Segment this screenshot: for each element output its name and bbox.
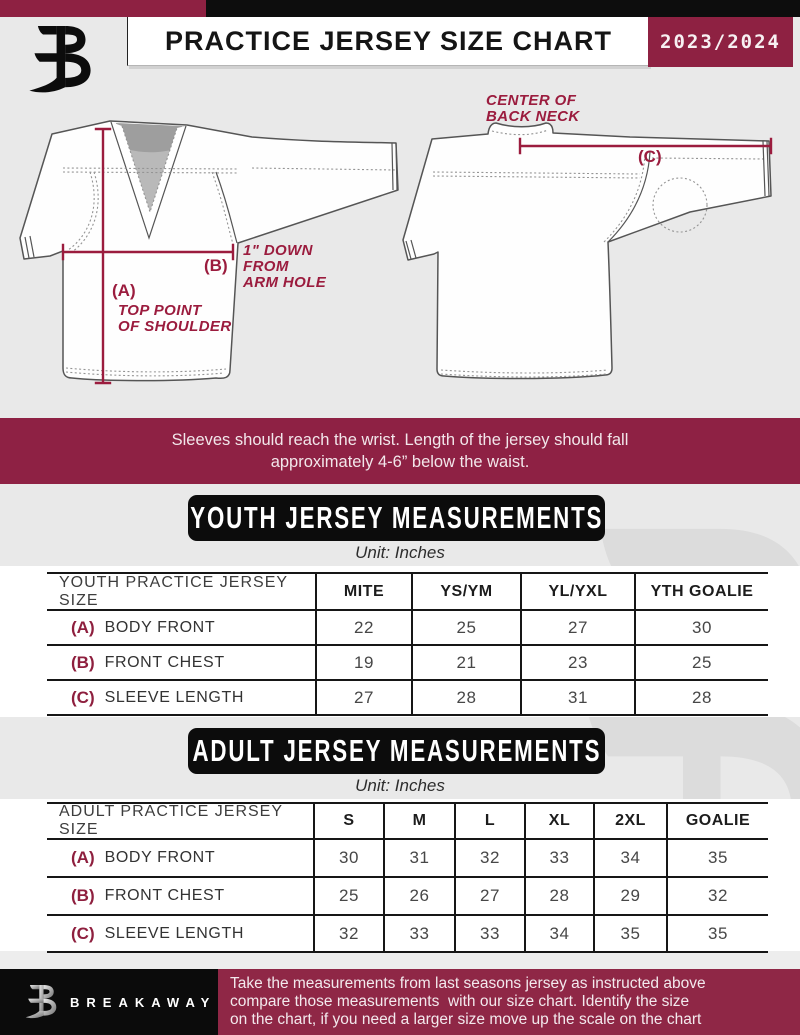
- measure-tag-a: (A): [71, 848, 95, 867]
- table-cell: 19: [317, 646, 413, 681]
- adult-col-l: L: [456, 804, 526, 840]
- table-cell: 27: [456, 878, 526, 916]
- label-a-line2: OF SHOULDER: [118, 318, 232, 335]
- measure-label-c: SLEEVE LENGTH: [104, 688, 245, 706]
- adult-size-table: [47, 802, 768, 953]
- label-b-line2: FROM: [243, 258, 289, 275]
- table-cell: 21: [413, 646, 522, 681]
- season-label: 2023/2024: [660, 31, 781, 53]
- youth-row-c-label: [47, 681, 317, 716]
- adult-col-xl: XL: [526, 804, 595, 840]
- measure-label-a: BODY FRONT: [104, 618, 216, 636]
- measure-label-b: FRONT CHEST: [104, 653, 225, 671]
- table-cell: 31: [385, 840, 456, 878]
- table-cell: 28: [636, 681, 768, 716]
- table-cell: 34: [595, 840, 668, 878]
- page-title: PRACTICE JERSEY SIZE CHART: [164, 25, 613, 56]
- label-b-line3: ARM HOLE: [243, 274, 327, 291]
- measure-tag-a: (A): [71, 617, 95, 637]
- table-cell: 29: [595, 878, 668, 916]
- adult-col-2xl: 2XL: [595, 804, 668, 840]
- fit-note-banner: [0, 418, 800, 484]
- table-cell: 35: [595, 916, 668, 953]
- youth-row-b-label: [47, 646, 317, 681]
- table-cell: 32: [456, 840, 526, 878]
- pre-footer-strip: [0, 951, 800, 969]
- measure-tag-b: (B): [71, 886, 95, 905]
- table-cell: 26: [385, 878, 456, 916]
- table-cell: 35: [668, 840, 768, 878]
- label-a-tag: (A): [112, 281, 136, 300]
- measure-label-a: BODY FRONT: [104, 849, 216, 866]
- table-cell: 25: [413, 611, 522, 646]
- label-c-line2: BACK NECK: [486, 108, 580, 125]
- table-cell: 31: [522, 681, 636, 716]
- measure-label-c: SLEEVE LENGTH: [104, 924, 245, 942]
- footer-brand-block: [0, 969, 218, 1035]
- measure-label-b: FRONT CHEST: [104, 887, 225, 904]
- top-accent-bar-black: [206, 0, 800, 17]
- footer-instructions: [218, 969, 800, 1035]
- youth-col-ylyxl: YL/YXL: [522, 574, 636, 611]
- table-cell: 34: [526, 916, 595, 953]
- adult-section-heading: ADULT JERSEY MEASUREMENTS: [192, 733, 601, 768]
- season-badge: [648, 17, 793, 67]
- table-cell: 23: [522, 646, 636, 681]
- table-cell: 30: [315, 840, 385, 878]
- youth-unit-label: Unit: Inches: [355, 543, 445, 562]
- table-cell: 27: [522, 611, 636, 646]
- jersey-measurement-diagram: [0, 66, 800, 418]
- title-banner: [127, 17, 649, 66]
- footer-brand-name: BREAKAWAY: [70, 994, 217, 1010]
- measure-tag-c: (C): [71, 923, 95, 943]
- youth-col-ysym: YS/YM: [413, 574, 522, 611]
- table-cell: 25: [636, 646, 768, 681]
- breakaway-footer-logo-icon: [24, 983, 58, 1021]
- label-c-tag: (C): [638, 147, 662, 166]
- adult-table-size-header: ADULT PRACTICE JERSEY SIZE: [47, 804, 315, 840]
- youth-col-mite: MITE: [317, 574, 413, 611]
- measure-tag-c: (C): [71, 687, 95, 707]
- footer-line3: on the chart, if you need a larger size move up the scale on the chart: [230, 1011, 702, 1028]
- youth-col-goalie: YTH GOALIE: [636, 574, 768, 611]
- adult-col-goalie: GOALIE: [668, 804, 768, 840]
- back-jersey-drawing: [403, 123, 771, 379]
- footer-line1: Take the measurements from last seasons jersey as instructed above: [230, 975, 706, 992]
- adult-col-s: S: [315, 804, 385, 840]
- table-cell: 27: [317, 681, 413, 716]
- label-b-tag: (B): [204, 256, 228, 275]
- table-cell: 32: [315, 916, 385, 953]
- youth-size-table: [47, 572, 768, 716]
- table-cell: 30: [636, 611, 768, 646]
- table-cell: 33: [385, 916, 456, 953]
- label-c-line1: CENTER OF: [486, 92, 577, 109]
- table-cell: 25: [315, 878, 385, 916]
- label-b-line1: 1" DOWN: [243, 242, 313, 259]
- label-a-line1: TOP POINT: [118, 302, 202, 319]
- adult-row-a-label: [47, 840, 315, 878]
- table-cell: 33: [526, 840, 595, 878]
- table-cell: 33: [456, 916, 526, 953]
- adult-unit-label: Unit: Inches: [355, 776, 445, 795]
- top-accent-bar-maroon: [0, 0, 206, 17]
- youth-table-size-header: YOUTH PRACTICE JERSEY SIZE: [47, 574, 317, 611]
- youth-row-a-label: [47, 611, 317, 646]
- measure-tag-b: (B): [71, 652, 95, 672]
- youth-section-heading: YOUTH JERSEY MEASUREMENTS: [190, 500, 603, 535]
- table-cell: 22: [317, 611, 413, 646]
- fit-note-line2: approximately 4-6” below the waist.: [270, 453, 530, 471]
- table-cell: 28: [413, 681, 522, 716]
- footer-line2: compare those measurements with our size chart. Identify the size: [230, 993, 690, 1010]
- adult-col-m: M: [385, 804, 456, 840]
- youth-section-heading-box: [188, 495, 605, 541]
- fit-note-line1: Sleeves should reach the wrist. Length of the jersey should fall: [171, 431, 629, 449]
- adult-section-heading-box: [188, 728, 605, 774]
- table-cell: 28: [526, 878, 595, 916]
- table-cell: 35: [668, 916, 768, 953]
- adult-row-b-label: [47, 878, 315, 916]
- table-cell: 32: [668, 878, 768, 916]
- adult-row-c-label: [47, 916, 315, 953]
